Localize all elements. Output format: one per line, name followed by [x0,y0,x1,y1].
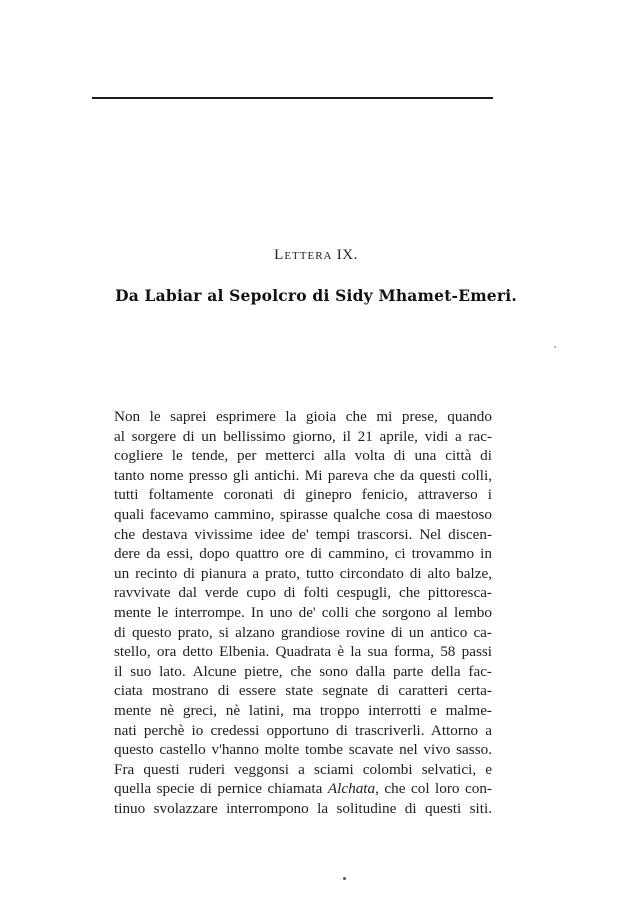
text-line: dere da essi, dopo quattro ore di cammino, ci trovammo in [114,545,492,563]
letter-label: Lettera [274,247,333,263]
text-line: al sorgere di un bellissimo giorno, il 21 aprile, vidi a rac- [114,427,492,445]
text-line: quali facevamo cammino, spirasse qualche cosa di maestoso [114,505,492,523]
text-line: questo castello v'hanno molte tombe scavate nel vivo sasso. [114,741,492,759]
text-line: ravvivate dal verde cupo di folti cespugli, che pittoresca- [114,584,492,602]
header-rule [92,97,493,99]
text-line: il suo lato. Alcune pietre, che sono dalla parte della fac- [114,662,492,680]
text-line: tanto nome presso gli antichi. Mi pareva che da questi colli, [114,466,492,484]
text-line: tinuo svolazzare interrompono la solitudine di questi siti. [114,799,492,817]
text-line: un recinto di pianura a prato, tutto circondato di alto balze, [114,564,492,582]
text-line: mente le interrompe. In uno de' colli che sorgono al lembo [114,603,492,621]
text-line: nati perchè io credessi opportuno di trascriverli. Attorno a [114,721,492,739]
text-line: Non le saprei esprimere la gioia che mi prese, quando [114,408,492,425]
text-line: mente nè greci, nè latini, ma troppo interrotti e malme- [114,701,492,719]
margin-speck [554,346,556,348]
body-paragraph [114,407,492,818]
text-line: ciata mostrano di essere state segnate di caratteri certa- [114,682,492,700]
text-line: tutti foltamente coronati di ginepro fenicio, attraverso i [114,486,492,504]
text-line: stello, ora detto Elbenia. Quadrata è la sua forma, 58 passi [114,643,492,661]
text-line: Fra questi ruderi veggonsi a sciami colombi selvatici, e [114,760,492,778]
italic-term: Alchata [327,780,376,798]
letter-roman-numeral: IX. [336,247,358,263]
text-line: cogliere le tende, per metterci alla volta di una città di [114,447,492,465]
text-line: di questo prato, si alzano grandiose rovine di un antico ca- [114,623,492,641]
chapter-title: Da Labiar al Sepolcro di Sidy Mhamet-Emeri. [115,286,517,305]
text-line: quella specie di pernice chiamata Alchata, che col loro con- [114,780,492,798]
text-line: che destava vivissime idee de' tempi trascorsi. Nel discen- [114,525,492,543]
letter-number [0,247,632,264]
footer-speck [343,877,346,880]
